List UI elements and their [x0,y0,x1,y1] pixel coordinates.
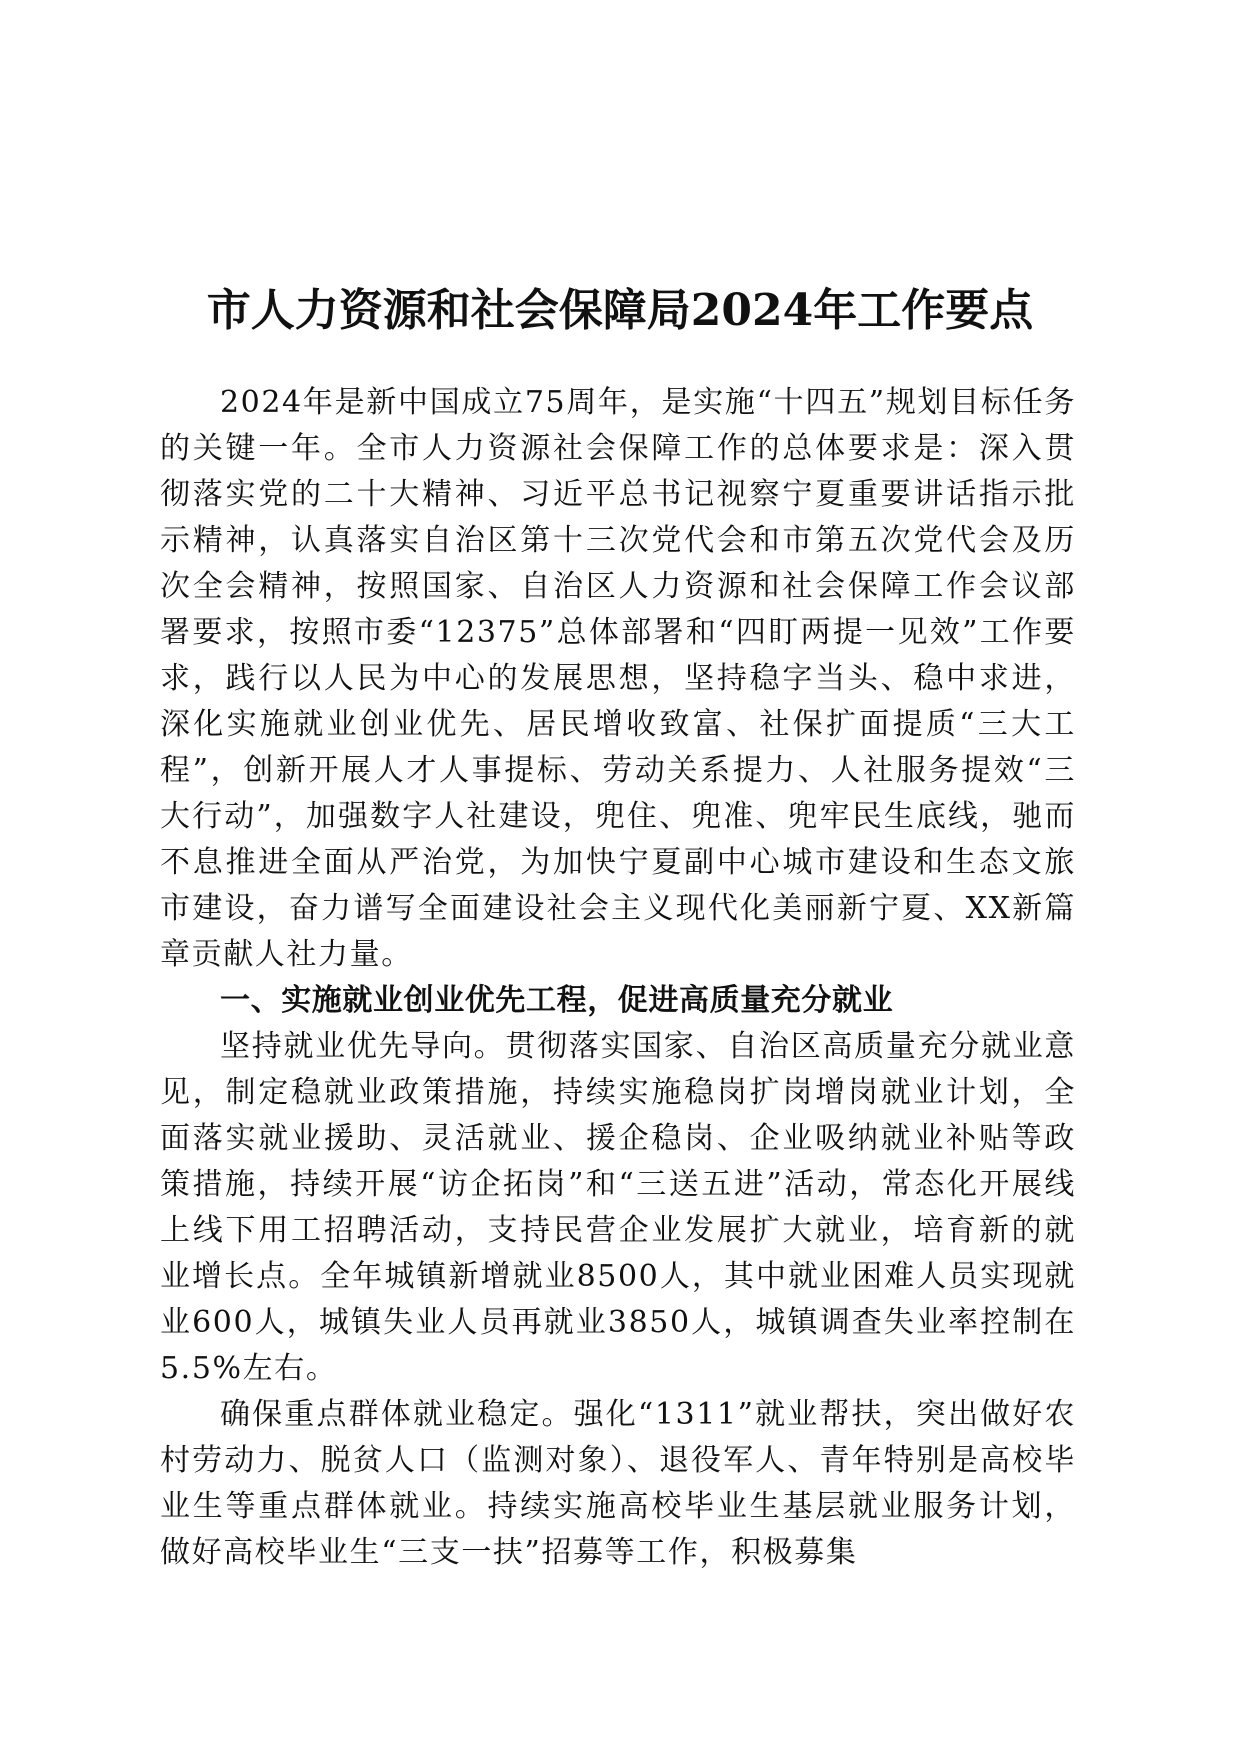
document-body [160,380,1076,1576]
intro-paragraph: 2024年是新中国成立75周年，是实施“十四五”规划目标任务的关键一年。全市人力资源社会保障工作的总体要求是：深入贯彻落实党的二十大精神、习近平总书记视察宁夏重要讲话指示批示精神，认真落实自治区第十三次党代会和市第五次党代会及历次全会精神，按照国家、自治区人力资源和社会保障工作会议部署要求，按照市委“12375”总体部署和“四盯两提一见效”工作要求，践行以人民为中心的发展思想，坚持稳字当头、稳中求进，深化实施就业创业优先、居民增收致富、社保扩面提质“三大工程”，创新开展人才人事提标、劳动关系提力、人社服务提效“三大行动”，加强数字人社建设，兜住、兜准、兜牢民生底线，驰而不息推进全面从严治党，为加快宁夏副中心城市建设和生态文旅市建设，奋力谱写全面建设社会主义现代化美丽新宁夏、XX新篇章贡献人社力量。 [160,385,1076,972]
section-1-heading: 一、实施就业创业优先工程，促进高质量充分就业 [220,983,894,1018]
section-1-paragraph-2: 确保重点群体就业稳定。强化“1311”就业帮扶，突出做好农村劳动力、脱贫人口（监测对象）、退役军人、青年特别是高校毕业生等重点群体就业。持续实施高校毕业生基层就业服务计划，做好高校毕业生“三支一扶”招募等工作，积极募集 [160,1397,1076,1570]
document-title: 市人力资源和社会保障局2024年工作要点 [206,285,1034,337]
section-1-paragraph-1: 坚持就业优先导向。贯彻落实国家、自治区高质量充分就业意见，制定稳就业政策措施，持续实施稳岗扩岗增岗就业计划，全面落实就业援助、灵活就业、援企稳岗、企业吸纳就业补贴等政策措施，持续开展“访企拓岗”和“三送五进”活动，常态化开展线上线下用工招聘活动，支持民营企业发展扩大就业，培育新的就业增长点。全年城镇新增就业8500人，其中就业困难人员实现就业600人，城镇失业人员再就业3850人，城镇调查失业率控制在5.5%左右。 [160,1029,1076,1386]
